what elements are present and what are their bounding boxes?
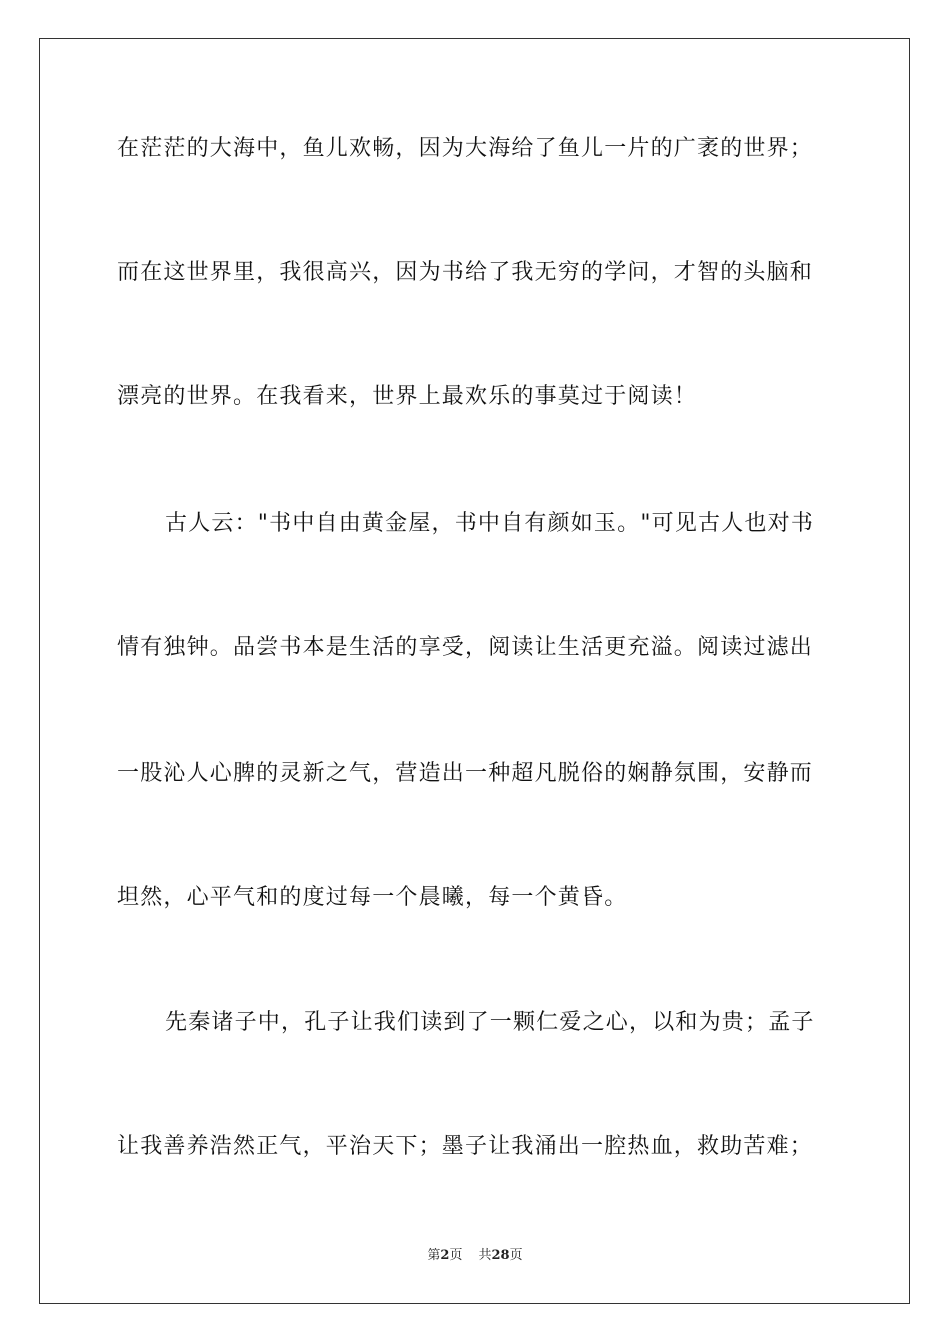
text-line: 先秦诸子中，孔子让我们读到了一颗仁爱之心，以和为贵；孟子 bbox=[165, 1010, 815, 1035]
text-line: 在茫茫的大海中，鱼儿欢畅，因为大海给了鱼儿一片的广袤的世界； bbox=[117, 136, 814, 161]
current-page-number: 2 bbox=[440, 1248, 450, 1263]
total-label-prefix: 共 bbox=[478, 1248, 492, 1263]
text-line: 古人云："书中自由黄金屋，书中自有颜如玉。"可见古人也对书 bbox=[165, 511, 815, 536]
page-label-suffix: 页 bbox=[449, 1248, 463, 1263]
total-page-number: 28 bbox=[491, 1248, 510, 1263]
page-label-prefix: 第 bbox=[427, 1248, 441, 1263]
total-label-suffix: 页 bbox=[509, 1248, 523, 1263]
text-line: 让我善养浩然正气，平治天下；墨子让我涌出一腔热血，救助苦难； bbox=[117, 1134, 814, 1159]
page-footer bbox=[0, 1247, 950, 1265]
text-line: 而在这世界里，我很高兴，因为书给了我无穷的学问，才智的头脑和 bbox=[117, 260, 814, 285]
page-frame bbox=[39, 38, 910, 1304]
text-line: 漂亮的世界。在我看来，世界上最欢乐的事莫过于阅读！ bbox=[117, 384, 698, 409]
text-line: 情有独钟。品尝书本是生活的享受，阅读让生活更充溢。阅读过滤出 bbox=[117, 635, 814, 660]
text-line: 坦然，心平气和的度过每一个晨曦，每一个黄昏。 bbox=[117, 885, 628, 910]
text-line: 一股沁人心脾的灵新之气，营造出一种超凡脱俗的娴静氛围，安静而 bbox=[117, 761, 814, 786]
